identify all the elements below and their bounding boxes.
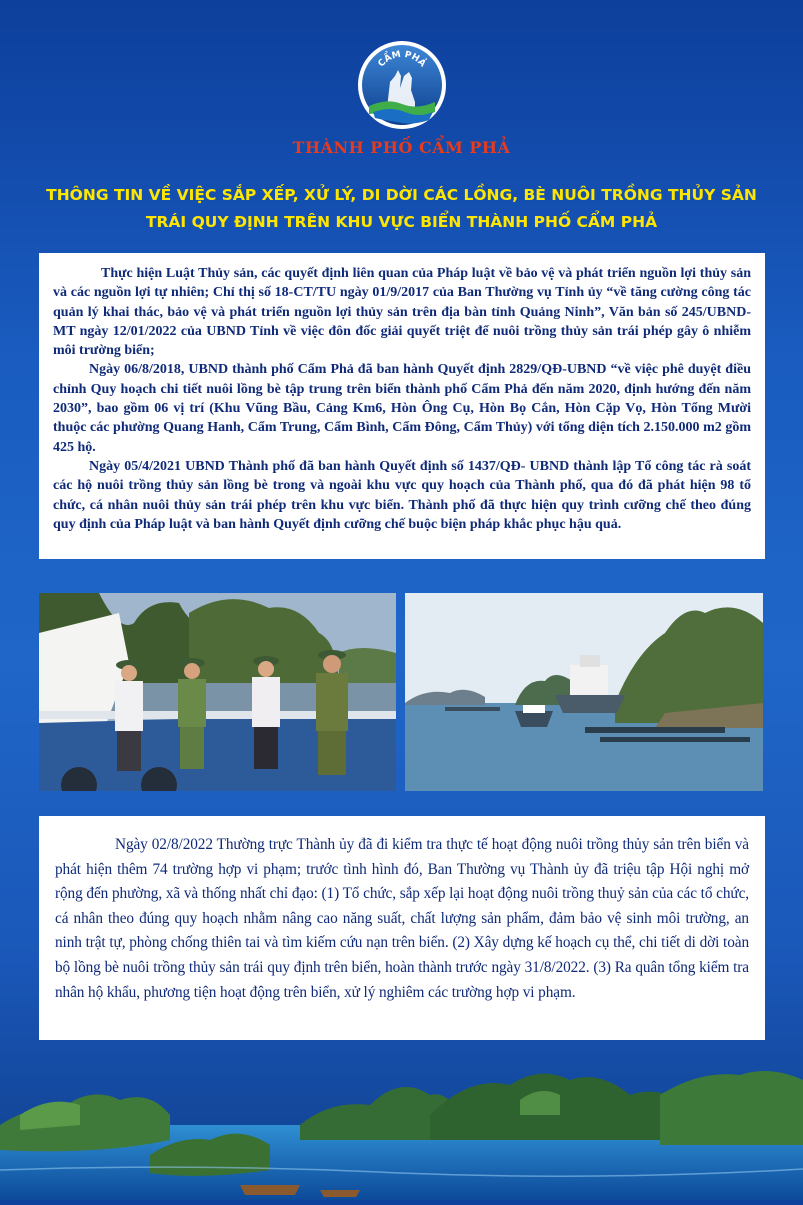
logo-text: CẨM PHẢ <box>376 49 428 70</box>
title-line-1: THÔNG TIN VỀ VIỆC SẮP XẾP, XỬ LÝ, DI DỜI CÁC LỒNG, BÈ NUÔI TRỒNG THỦY SẢN <box>46 186 757 204</box>
city-logo <box>357 40 447 130</box>
bay-scenery-illustration <box>0 1045 803 1200</box>
photo-officials-on-boat <box>39 593 396 791</box>
title-line-2: TRÁI QUY ĐỊNH TRÊN KHU VỰC BIỂN THÀNH PHỐ CẨM PHẢ <box>145 213 658 231</box>
details-paragraph: Ngày 02/8/2022 Thường trực Thành ủy đã đi kiểm tra thực tế hoạt động nuôi trồng thủy sản trên biển và phát hiện thêm 74 trường hợp vi phạm; trước tình hình đó, Ban Thường vụ Thành ủy đã triệu tập Hội nghị mở rộng đến phường, xã và thống nhất chỉ đạo: (1) Tổ chức, sắp xếp lại hoạt động nuôi trồng thuỷ sản của các tổ chức, cá nhân theo đúng quy hoạch nhằm nâng cao năng suất, chất lượng sản phẩm, đảm bảo vệ sinh môi trường, an ninh trật tự, phòng chống thiên tai và tìm kiếm cứu nạn trên biển. (2) Xây dựng kế hoạch cụ thể, chi tiết di dời toàn bộ lồng bè nuôi trồng thủy sản trái quy định trên biển, hoàn thành trước ngày 31/8/2022. (3) Ra quân tổng kiểm tra nhân hộ khẩu, phương tiện hoạt động trên biển, xử lý nghiêm các trường hợp vi phạm. <box>55 836 749 1001</box>
details-text-box <box>39 816 765 1040</box>
intro-paragraph-2: Ngày 06/8/2018, UBND thành phố Cẩm Phả đã ban hành Quyết định 2829/QĐ-UBND “về việc phê duyệt điều chỉnh Quy hoạch chi tiết nuôi lồng bè tập trung trên biển thành phố Cẩm Phả đến năm 2020, định hướng đến năm 2030”, bao gồm 06 vị trí (Khu Vũng Bầu, Cảng Km6, Hòn Ông Cụ, Hòn Bọ Cắn, Hòn Cặp Vọ, Hòn Tổng Mười thuộc các phường Quang Hanh, Cẩm Trung, Cẩm Bình, Cẩm Đông, Cẩm Thủy) với tổng diện tích 2.150.000 m2 gồm 425 hộ. <box>53 362 751 455</box>
intro-text-box <box>39 253 765 559</box>
city-name: THÀNH PHỐ CẨM PHẢ <box>292 138 511 157</box>
intro-paragraph-3: Ngày 05/4/2021 UBND Thành phố đã ban hành Quyết định số 1437/QĐ- UBND thành lập Tổ công tác rà soát các hộ nuôi trồng thủy sản lồng bè trong và ngoài khu vực quy hoạch của Thành phố, qua đó đã phát hiện 98 tổ chức, cá nhân nuôi thủy sản trái phép trên khu vực biển. Thành phố đã thực hiện quy trình cưỡng chế theo đúng quy định của Pháp luật và ban hành Quyết định cưỡng chế buộc biện pháp khắc phục hậu quả. <box>53 458 751 532</box>
page-title <box>40 182 763 236</box>
photo-bay-fish-cages <box>405 593 763 791</box>
intro-paragraph-1: Thực hiện Luật Thủy sản, các quyết định liên quan của Pháp luật về bảo vệ và phát triển nguồn lợi thủy sản và các nguồn lợi tự nhiên; Chỉ thị số 18-CT/TU ngày 01/9/2017 của Ban Thường vụ Tỉnh ủy “về tăng cường công tác quản lý khai thác, bảo vệ và phát triển nguồn lợi thủy sản trên địa bàn tỉnh Quảng Ninh”, Văn bản số 245/UBND-MT ngày 12/01/2022 của UBND Tỉnh về việc đôn đốc giải quyết triệt để nuôi trồng thủy sản trái phép gây ô nhiễm môi trường biển; <box>53 266 751 359</box>
